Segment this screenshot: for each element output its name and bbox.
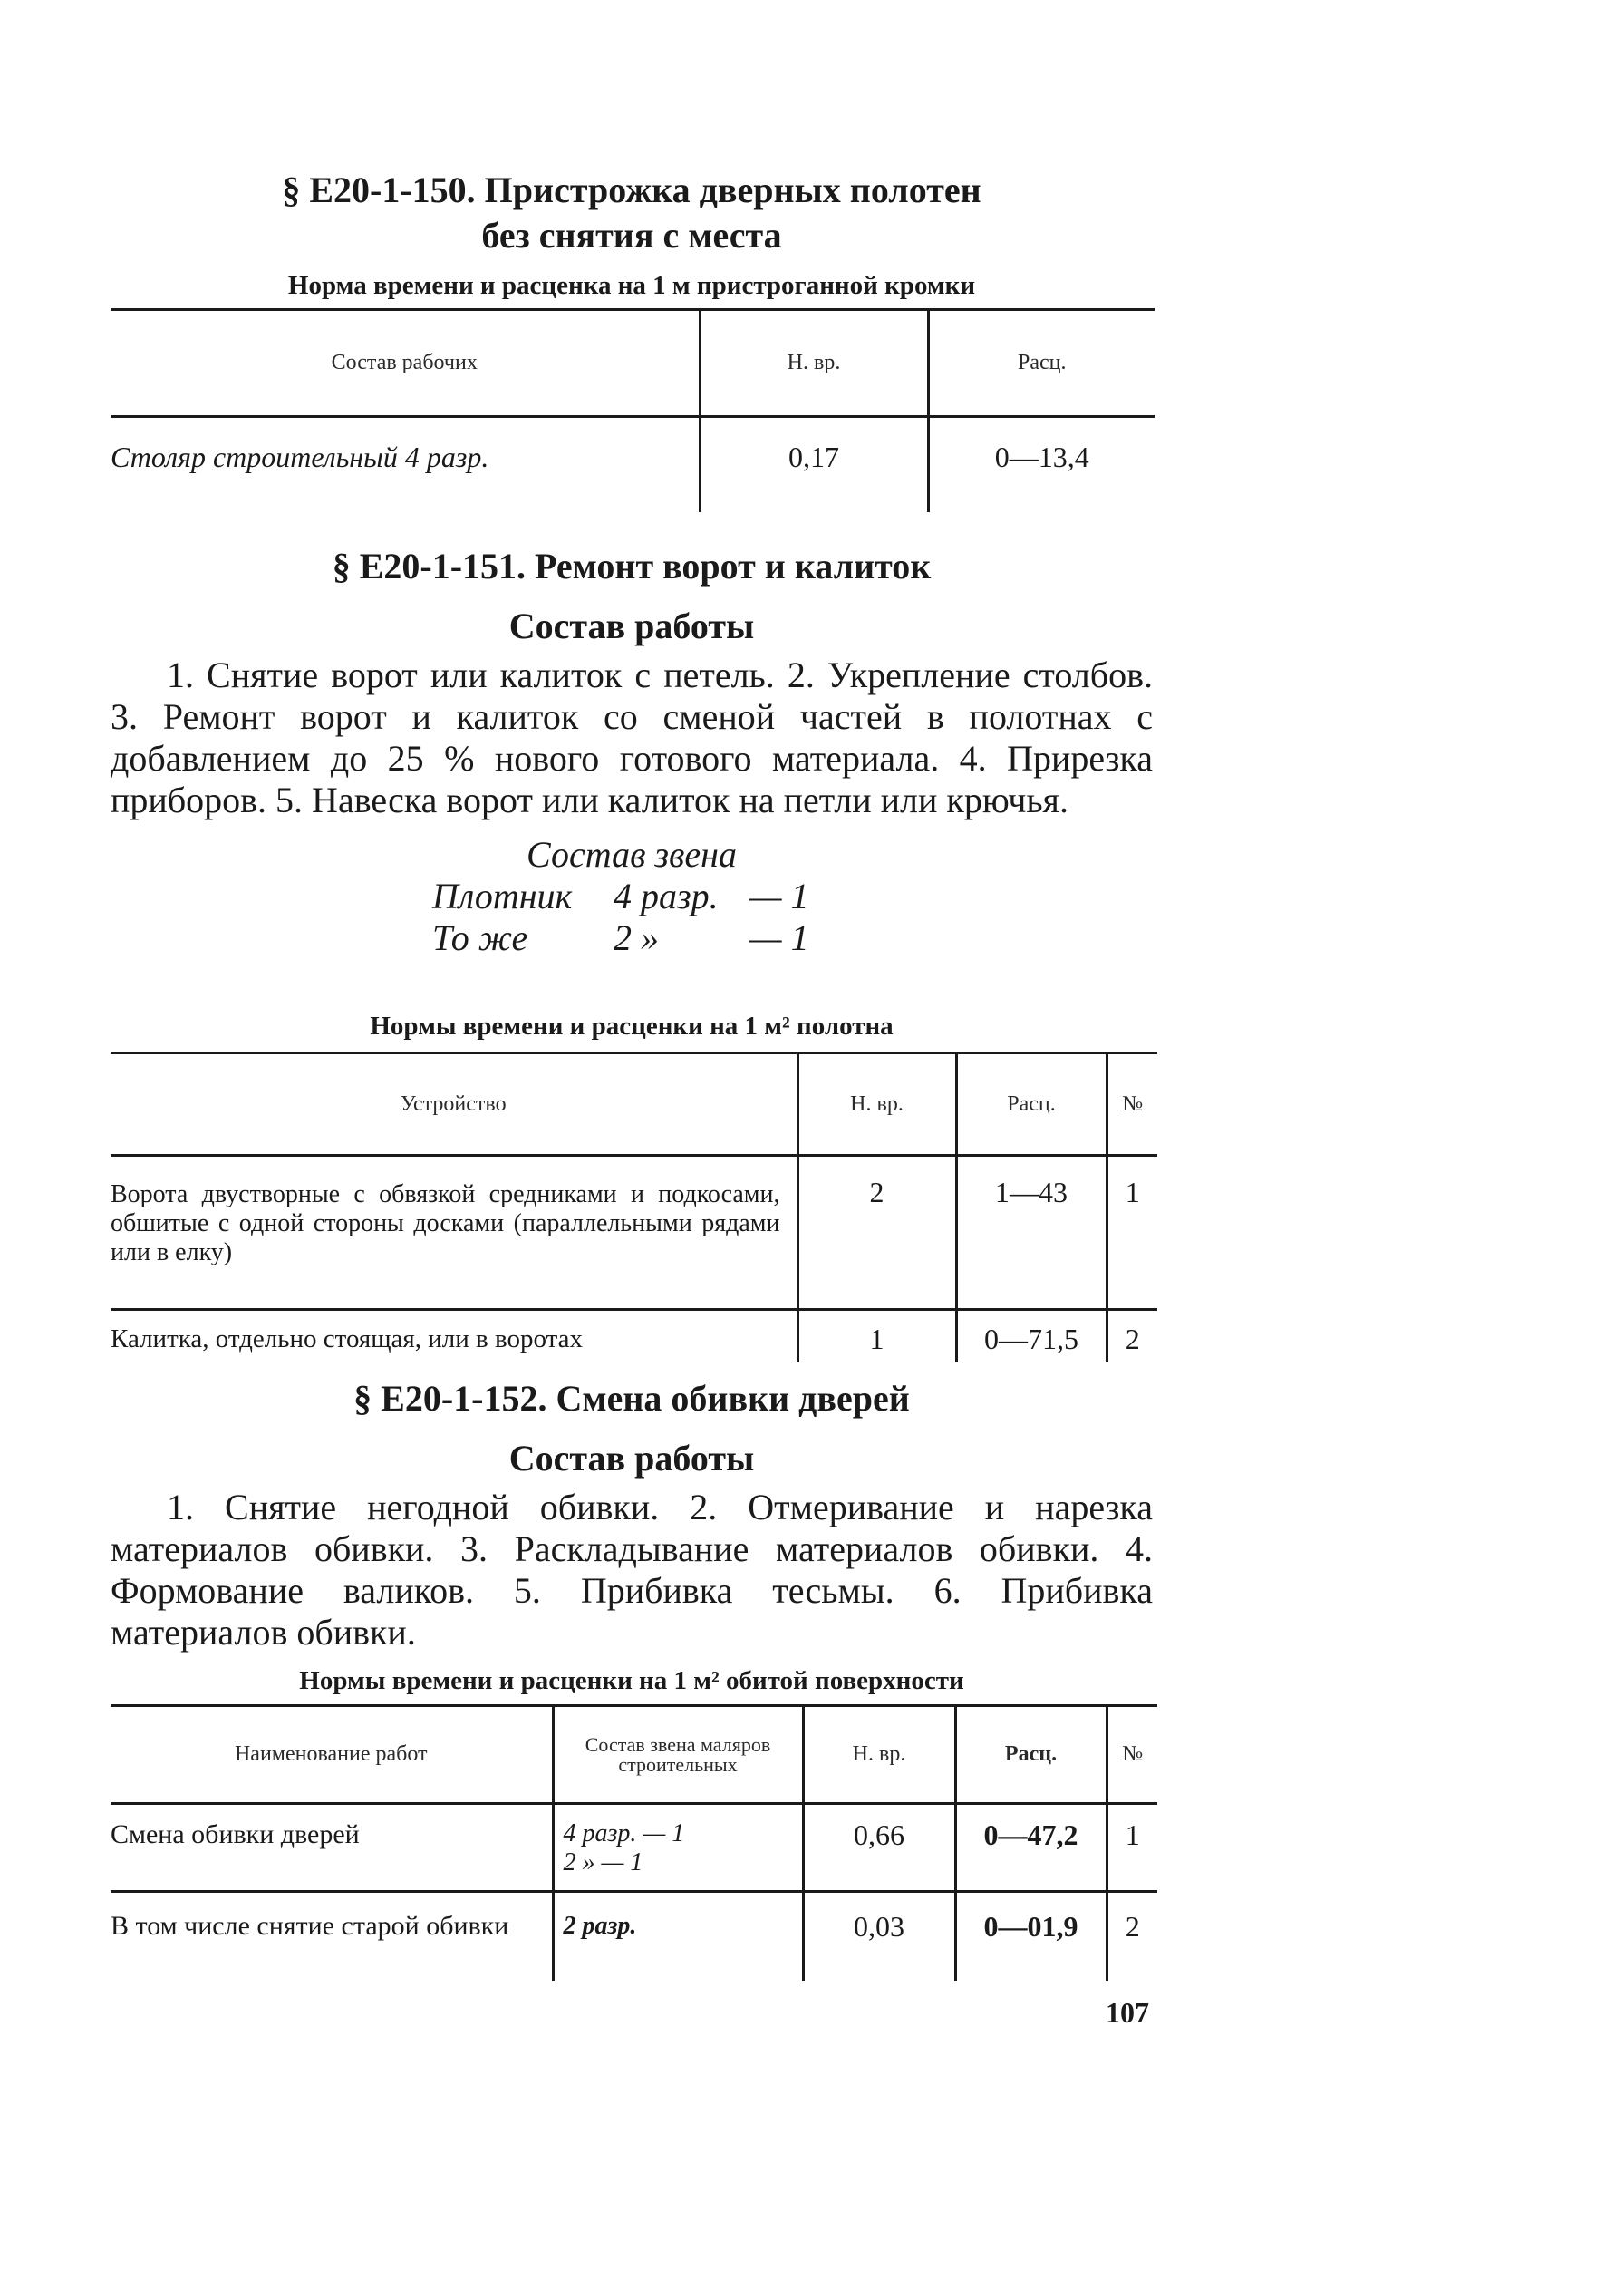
cell-crew-line-2: 2 » — 1 xyxy=(563,1848,643,1876)
crew-line-1 xyxy=(111,876,1153,917)
section-152-work-heading: Состав работы xyxy=(508,1438,755,1479)
section-152-table-caption: Нормы времени и расценки на 1 м² обитой поверхности xyxy=(299,1666,964,1695)
section-150-title-line1: § Е20-1-150. Пристрожка дверных полотен xyxy=(282,170,981,210)
crew-2-grade: 2 » xyxy=(614,917,659,958)
cell-crew-line-1: 2 разр. xyxy=(563,1912,637,1940)
cell-number: 1 xyxy=(1107,1156,1157,1310)
section-151-work-heading: Состав работы xyxy=(508,606,755,646)
crew-1-name: Плотник xyxy=(432,876,573,916)
header-crew: Состав звена маляров строительных xyxy=(553,1706,803,1804)
cell-crew xyxy=(553,1804,803,1892)
section-150-table-caption: Норма времени и расценка на 1 м пристроганной кромки xyxy=(287,271,976,300)
section-152 xyxy=(111,1376,1153,1653)
crew-block xyxy=(111,834,1153,959)
cell-crew: Столяр строительный 4 разр. xyxy=(111,441,489,473)
section-151-title: § Е20-1-151. Ремонт ворот и калиток xyxy=(332,546,932,587)
crew-1-count: — 1 xyxy=(749,876,809,916)
table-row xyxy=(111,1892,1157,1981)
header-rate: Расц. xyxy=(956,1053,1107,1156)
crew-heading: Состав звена xyxy=(526,834,737,875)
table-row xyxy=(111,1156,1157,1310)
header-crew: Состав рабочих xyxy=(331,351,478,374)
cell-rate: 0—13,4 xyxy=(928,417,1155,512)
table-header-row xyxy=(111,1053,1157,1156)
cell-norm: 0,66 xyxy=(803,1804,955,1892)
cell-rate: 0—71,5 xyxy=(956,1310,1107,1362)
cell-number: 2 xyxy=(1107,1310,1157,1362)
cell-work-name: Смена обивки дверей xyxy=(111,1819,360,1849)
header-norm: Н. вр. xyxy=(803,1706,955,1804)
cell-norm: 2 xyxy=(798,1156,956,1310)
crew-1-grade: 4 разр. xyxy=(614,876,719,916)
section-152-table xyxy=(111,1704,1157,1981)
section-151-table xyxy=(111,1052,1157,1362)
table-row xyxy=(111,1804,1157,1892)
crew-line-2 xyxy=(111,917,1153,959)
header-rate: Расц. xyxy=(955,1706,1107,1804)
cell-crew xyxy=(553,1892,803,1981)
table-row xyxy=(111,417,1155,512)
cell-number: 2 xyxy=(1107,1892,1157,1981)
section-152-title: § Е20-1-152. Смена обивки дверей xyxy=(353,1378,910,1419)
page-number: 107 xyxy=(1106,1996,1149,2029)
section-151-work-text: 1. Снятие ворот или калиток с петель. 2. Укрепление столбов. 3. Ремонт ворот и калиток со сменой частей в полотнах с добавлением до 25 % нового готового материала. 4. Прирезка приборов. 5. Навеска ворот или калиток на петли или крючья. xyxy=(111,655,1153,820)
cell-rate: 0—47,2 xyxy=(955,1804,1107,1892)
table-header-row xyxy=(111,1706,1157,1804)
cell-device: Ворота двустворные с обвязкой средниками и подкосами, обшитые с одной стороны досками (параллельными рядами или в елку) xyxy=(111,1180,780,1266)
cell-rate: 1—43 xyxy=(956,1156,1107,1310)
cell-rate: 0—01,9 xyxy=(955,1892,1107,1981)
cell-norm: 1 xyxy=(798,1310,956,1362)
table-header-row xyxy=(111,310,1155,417)
header-work-name: Наименование работ xyxy=(234,1742,428,1766)
cell-device: Калитка, отдельно стоящая, или в воротах xyxy=(111,1324,583,1353)
section-150-table xyxy=(111,308,1155,512)
header-number: № xyxy=(1107,1706,1157,1804)
cell-norm: 0,03 xyxy=(803,1892,955,1981)
section-150 xyxy=(111,168,1153,258)
cell-work-name: В том числе снятие старой обивки xyxy=(111,1911,509,1941)
table-row xyxy=(111,1310,1157,1362)
header-norm: Н. вр. xyxy=(798,1053,956,1156)
cell-crew-line-1: 4 разр. — 1 xyxy=(563,1819,685,1847)
cell-norm: 0,17 xyxy=(700,417,928,512)
crew-2-count: — 1 xyxy=(749,917,809,958)
cell-number: 1 xyxy=(1107,1804,1157,1892)
header-device: Устройство xyxy=(400,1091,507,1116)
section-152-work-text: 1. Снятие негодной обивки. 2. Отмеривание и нарезка материалов обивки. 3. Раскладывание материалов обивки. 4. Формование валиков. 5. Прибивка тесьмы. 6. Прибивка материалов обивки. xyxy=(111,1487,1153,1653)
section-151 xyxy=(111,544,1153,959)
section-150-title-line2: без снятия с места xyxy=(481,215,782,256)
header-rate: Расц. xyxy=(928,310,1155,417)
header-number: № xyxy=(1107,1053,1157,1156)
crew-2-name: То же xyxy=(432,917,528,958)
header-norm: Н. вр. xyxy=(700,310,928,417)
section-151-table-caption: Нормы времени и расценки на 1 м² полотна xyxy=(370,1012,894,1041)
